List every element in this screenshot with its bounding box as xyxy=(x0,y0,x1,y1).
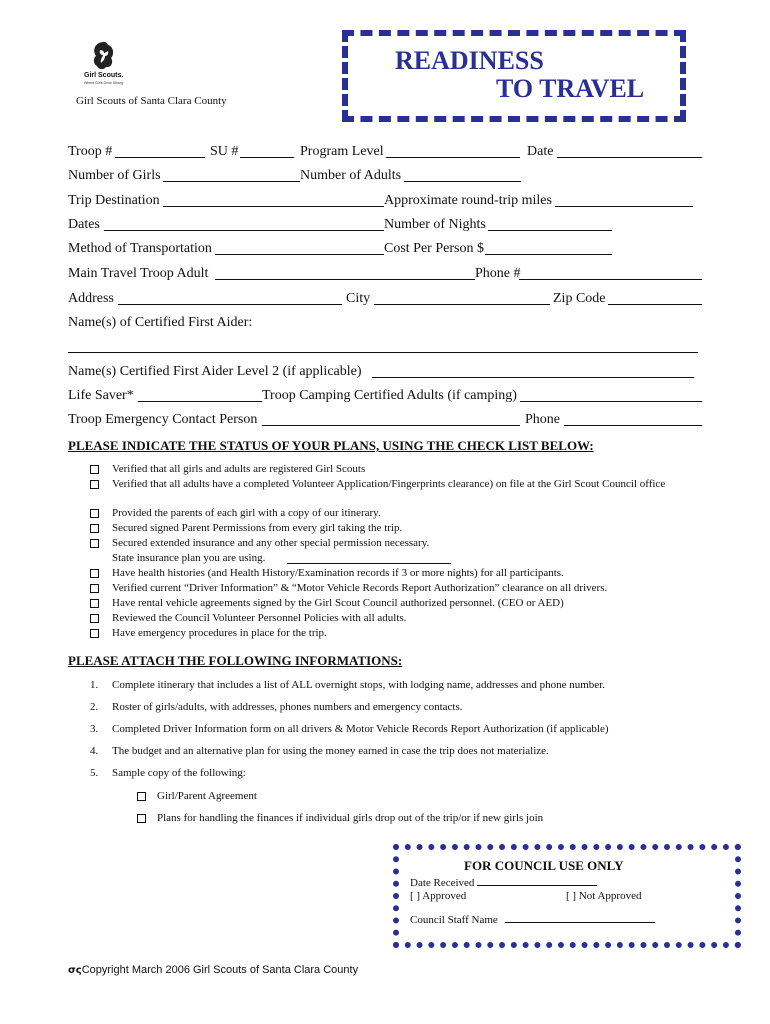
life-saver-label: Life Saver* xyxy=(68,388,134,403)
first-aider-field[interactable] xyxy=(68,352,698,353)
form-row-first-aider-2 xyxy=(68,363,702,381)
phone-label: Phone # xyxy=(475,266,521,281)
number-of-adults-label: Number of Adults xyxy=(300,168,402,183)
logo-name: Girl Scouts. xyxy=(84,72,124,79)
checkbox[interactable] xyxy=(90,614,99,623)
number-of-girls-label: Number of Girls xyxy=(68,168,161,183)
not-approved-option[interactable]: [ ] Not Approved xyxy=(566,890,642,902)
checkbox[interactable] xyxy=(90,569,99,578)
checkbox[interactable] xyxy=(90,539,99,548)
troop-field[interactable] xyxy=(115,157,205,158)
form-row-transportation xyxy=(68,240,702,258)
main-adult-field[interactable] xyxy=(215,279,475,280)
form-row-destination xyxy=(68,192,702,210)
checklist-heading: PLEASE INDICATE THE STATUS OF YOUR PLANS, USING THE CHECK LIST BELOW: xyxy=(68,438,594,453)
form-row-first-aider-line xyxy=(68,338,702,356)
cost-per-person-field[interactable] xyxy=(485,254,612,255)
form-row-girls xyxy=(68,167,702,185)
city-label: City xyxy=(346,291,371,306)
council-name: Girl Scouts of Santa Clara County xyxy=(76,95,227,107)
checkbox[interactable] xyxy=(90,599,99,608)
girl-scouts-logo xyxy=(84,40,124,72)
phone-field[interactable] xyxy=(519,279,702,280)
address-label: Address xyxy=(68,291,114,306)
dates-field[interactable] xyxy=(104,230,384,231)
program-level-label: Program Level xyxy=(300,144,384,159)
form-row-troop xyxy=(68,143,702,161)
dates-label: Dates xyxy=(68,217,100,232)
checkbox[interactable] xyxy=(90,465,99,474)
title-line-1: READINESS xyxy=(395,46,544,75)
zip-code-field[interactable] xyxy=(608,304,702,305)
camping-adults-label: Troop Camping Certified Adults (if camping) xyxy=(262,388,517,403)
logo-tagline: Where Girls Grow Strong xyxy=(84,81,124,85)
number-of-adults-field[interactable] xyxy=(404,181,521,182)
form-row-dates xyxy=(68,216,702,234)
life-saver-field[interactable] xyxy=(138,401,262,402)
city-field[interactable] xyxy=(374,304,550,305)
emergency-phone-field[interactable] xyxy=(564,425,702,426)
date-field[interactable] xyxy=(557,157,702,158)
checkbox[interactable] xyxy=(137,792,146,801)
attach-heading: PLEASE ATTACH THE FOLLOWING INFORMATIONS: xyxy=(68,653,403,668)
trip-destination-field[interactable] xyxy=(163,206,384,207)
number-of-girls-field[interactable] xyxy=(163,181,300,182)
first-aider-label: Name(s) of Certified First Aider: xyxy=(68,315,253,330)
transportation-label: Method of Transportation xyxy=(68,241,212,256)
date-received-row xyxy=(410,875,597,889)
form-row-life-saver xyxy=(68,387,702,405)
approved-option[interactable]: [ ] Approved xyxy=(410,890,467,902)
form-row-main-adult xyxy=(68,265,702,283)
staff-name-label: Council Staff Name xyxy=(410,914,498,926)
staff-name-field[interactable] xyxy=(505,912,655,923)
main-adult-label: Main Travel Troop Adult xyxy=(68,266,209,281)
round-trip-miles-label: Approximate round-trip miles xyxy=(384,193,552,208)
checkbox[interactable] xyxy=(90,629,99,638)
checkbox[interactable] xyxy=(90,524,99,533)
first-aider-level2-label: Name(s) Certified First Aider Level 2 (if applicable) xyxy=(68,364,362,379)
checkbox[interactable] xyxy=(137,814,146,823)
program-level-field[interactable] xyxy=(386,157,520,158)
su-label: SU # xyxy=(210,144,239,159)
number-of-nights-field[interactable] xyxy=(488,230,612,231)
camping-adults-field[interactable] xyxy=(520,401,702,402)
title-line-2: TO TRAVEL xyxy=(496,74,645,103)
emergency-contact-label: Troop Emergency Contact Person xyxy=(68,412,258,427)
form-row-address xyxy=(68,290,702,308)
insurance-plan-field[interactable] xyxy=(287,563,451,564)
emergency-phone-label: Phone xyxy=(525,412,560,427)
round-trip-miles-field[interactable] xyxy=(555,206,693,207)
copyright-mark-icon: σς xyxy=(68,965,82,976)
checkbox[interactable] xyxy=(90,584,99,593)
number-of-nights-label: Number of Nights xyxy=(384,217,486,232)
council-use-title: FOR COUNCIL USE ONLY xyxy=(464,858,624,873)
footer xyxy=(68,964,358,976)
zip-code-label: Zip Code xyxy=(553,291,606,306)
checkbox[interactable] xyxy=(90,509,99,518)
su-field[interactable] xyxy=(240,157,294,158)
first-aider-level2-field[interactable] xyxy=(372,377,694,378)
cost-per-person-label: Cost Per Person $ xyxy=(384,241,484,256)
date-received-field[interactable] xyxy=(477,875,597,886)
footer-text: Copyright March 2006 Girl Scouts of Santa Clara County xyxy=(81,964,359,976)
date-received-label: Date Received xyxy=(410,877,475,889)
insurance-plan-label: State insurance plan you are using. xyxy=(112,552,266,564)
transportation-field[interactable] xyxy=(215,254,384,255)
checkbox[interactable] xyxy=(90,480,99,489)
staff-name-row xyxy=(410,912,655,926)
date-label: Date xyxy=(527,144,554,159)
trip-destination-label: Trip Destination xyxy=(68,193,160,208)
emergency-contact-field[interactable] xyxy=(262,425,520,426)
address-field[interactable] xyxy=(118,304,342,305)
form-row-emergency xyxy=(68,411,702,429)
troop-label: Troop # xyxy=(68,144,113,159)
form-row-first-aider xyxy=(68,314,702,332)
